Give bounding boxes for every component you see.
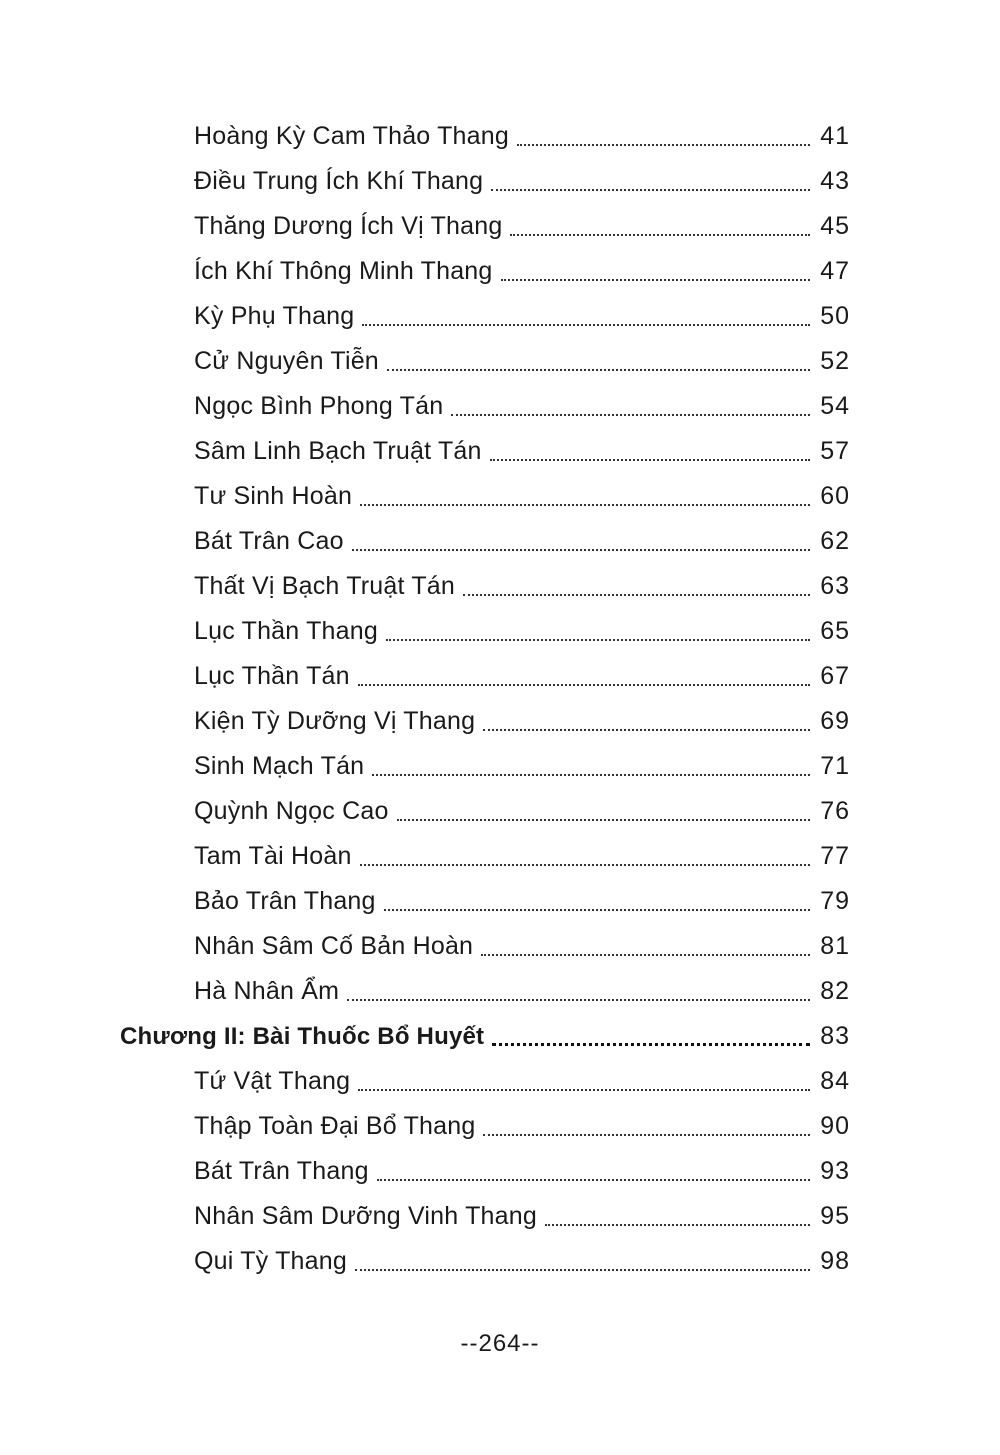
toc-entry-title: Lục Thần Thang xyxy=(194,617,378,645)
dot-leader xyxy=(451,414,810,416)
toc-entry xyxy=(0,924,850,969)
table-of-contents xyxy=(0,114,1000,1284)
toc-entry xyxy=(0,744,850,789)
toc-entry-page: 62 xyxy=(820,527,850,555)
toc-entry-page: 79 xyxy=(820,887,850,915)
toc-entry xyxy=(0,654,850,699)
toc-entry xyxy=(0,1059,850,1104)
toc-entry-title: Tam Tài Hoàn xyxy=(194,842,352,870)
toc-entry xyxy=(0,879,850,924)
dot-leader xyxy=(358,684,810,686)
toc-entry xyxy=(0,249,850,294)
page-number: --264-- xyxy=(460,1330,540,1357)
toc-entry-title: Thăng Dương Ích Vị Thang xyxy=(194,212,503,240)
toc-entry-title: Bát Trân Thang xyxy=(194,1157,369,1185)
toc-entry-title: Sinh Mạch Tán xyxy=(194,752,365,780)
toc-entry-page: 41 xyxy=(820,122,850,150)
dot-leader xyxy=(360,864,810,866)
dot-leader xyxy=(358,1089,810,1091)
toc-entry-title: Kiện Tỳ Dưỡng Vị Thang xyxy=(194,707,476,735)
dot-leader xyxy=(492,1043,810,1046)
toc-entry-page: 84 xyxy=(820,1067,850,1095)
toc-entry-title: Chương II: Bài Thuốc Bổ Huyết xyxy=(120,1022,485,1050)
toc-entry-title: Quỳnh Ngọc Cao xyxy=(194,797,389,825)
dot-leader xyxy=(545,1224,810,1226)
toc-entry-page: 60 xyxy=(820,482,850,510)
toc-entry-title: Bảo Trân Thang xyxy=(194,887,376,915)
dot-leader xyxy=(386,639,810,641)
dot-leader xyxy=(483,729,810,731)
toc-entry xyxy=(0,339,850,384)
toc-entry-title: Thất Vị Bạch Truật Tán xyxy=(194,572,456,600)
toc-entry-title: Tứ Vật Thang xyxy=(194,1067,351,1095)
toc-entry-page: 52 xyxy=(820,347,850,375)
toc-entry xyxy=(0,789,850,834)
dot-leader xyxy=(491,189,810,191)
toc-entry-title: Nhân Sâm Cố Bản Hoàn xyxy=(194,932,474,960)
toc-entry xyxy=(0,294,850,339)
toc-entry-page: 43 xyxy=(820,167,850,195)
toc-entry xyxy=(0,699,850,744)
toc-entry xyxy=(0,1194,850,1239)
toc-entry-title: Cử Nguyên Tiễn xyxy=(194,347,379,375)
toc-entry xyxy=(0,114,850,159)
toc-entry-title: Kỳ Phụ Thang xyxy=(194,302,355,330)
toc-entry-page: 67 xyxy=(820,662,850,690)
toc-entry xyxy=(0,1149,850,1194)
toc-entry-page: 45 xyxy=(820,212,850,240)
toc-chapter-heading xyxy=(0,1014,850,1059)
toc-entry xyxy=(0,429,850,474)
toc-entry xyxy=(0,474,850,519)
toc-entry xyxy=(0,1104,850,1149)
toc-entry-page: 69 xyxy=(820,707,850,735)
toc-entry-page: 54 xyxy=(820,392,850,420)
toc-entry-page: 71 xyxy=(820,752,850,780)
toc-entry-title: Hoàng Kỳ Cam Thảo Thang xyxy=(194,122,509,150)
toc-entry-page: 63 xyxy=(820,572,850,600)
toc-entry-title: Lục Thần Tán xyxy=(194,662,350,690)
dot-leader xyxy=(481,954,810,956)
toc-entry-title: Tư Sinh Hoàn xyxy=(194,482,353,510)
dot-leader xyxy=(517,144,810,146)
toc-entry xyxy=(0,519,850,564)
toc-entry-page: 81 xyxy=(820,932,850,960)
toc-entry-title: Ích Khí Thông Minh Thang xyxy=(194,257,493,285)
toc-entry-page: 93 xyxy=(820,1157,850,1185)
toc-entry-page: 57 xyxy=(820,437,850,465)
toc-entry xyxy=(0,834,850,879)
toc-entry-title: Hà Nhân Ẩm xyxy=(194,977,340,1005)
toc-entry-title: Qui Tỳ Thang xyxy=(194,1247,347,1275)
toc-entry-title: Sâm Linh Bạch Truật Tán xyxy=(194,437,482,465)
toc-entry-page: 65 xyxy=(820,617,850,645)
toc-entry-title: Thập Toàn Đại Bổ Thang xyxy=(194,1112,476,1140)
toc-entry-page: 77 xyxy=(820,842,850,870)
dot-leader xyxy=(387,369,810,371)
dot-leader xyxy=(483,1134,810,1136)
toc-entry xyxy=(0,204,850,249)
toc-entry-page: 90 xyxy=(820,1112,850,1140)
toc-entry-title: Bát Trân Cao xyxy=(194,527,344,555)
toc-entry-page: 83 xyxy=(820,1022,850,1050)
dot-leader xyxy=(490,459,810,461)
toc-entry-page: 76 xyxy=(820,797,850,825)
dot-leader xyxy=(347,999,810,1001)
dot-leader xyxy=(355,1269,810,1271)
toc-entry xyxy=(0,564,850,609)
dot-leader xyxy=(397,819,810,821)
toc-entry-title: Ngọc Bình Phong Tán xyxy=(194,392,444,420)
dot-leader xyxy=(352,549,810,551)
toc-entry xyxy=(0,159,850,204)
dot-leader xyxy=(372,774,810,776)
dot-leader xyxy=(377,1179,810,1181)
dot-leader xyxy=(360,504,810,506)
toc-entry xyxy=(0,384,850,429)
dot-leader xyxy=(384,909,810,911)
dot-leader xyxy=(501,279,810,281)
toc-entry-page: 95 xyxy=(820,1202,850,1230)
toc-entry xyxy=(0,609,850,654)
toc-entry-page: 82 xyxy=(820,977,850,1005)
dot-leader xyxy=(463,594,810,596)
toc-entry-page: 98 xyxy=(820,1247,850,1275)
toc-entry xyxy=(0,969,850,1014)
toc-entry-page: 50 xyxy=(820,302,850,330)
dot-leader xyxy=(510,234,810,236)
toc-entry-page: 47 xyxy=(820,257,850,285)
toc-entry-title: Điều Trung Ích Khí Thang xyxy=(194,167,484,195)
dot-leader xyxy=(362,324,810,326)
toc-entry-title: Nhân Sâm Dưỡng Vinh Thang xyxy=(194,1202,537,1230)
toc-entry xyxy=(0,1239,850,1284)
